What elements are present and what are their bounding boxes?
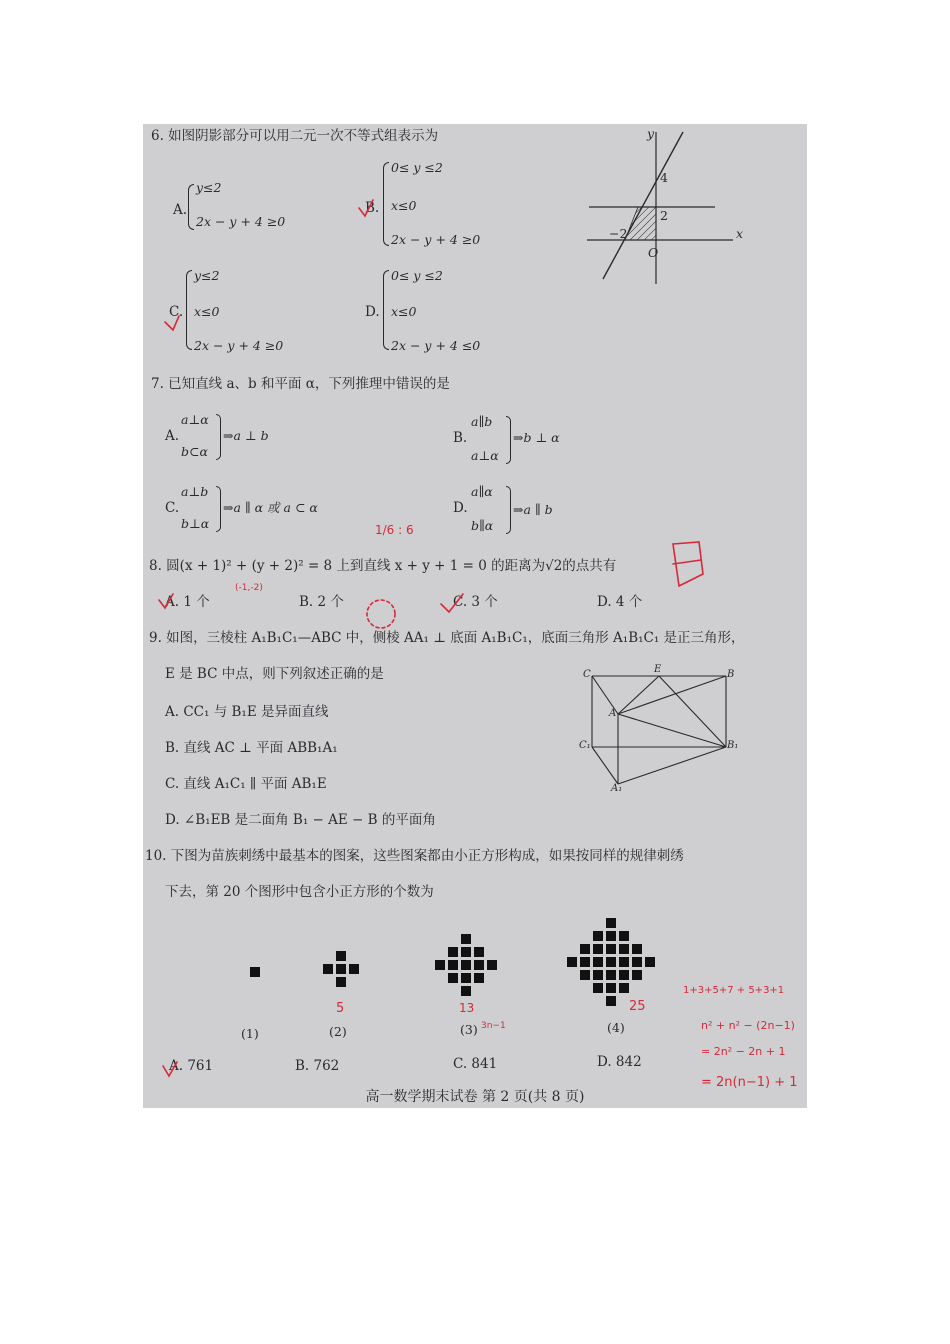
fig-label-b: B — [727, 669, 735, 680]
pattern-caption-3: (3) — [460, 1022, 478, 1037]
q6-option-a-label: A. — [173, 202, 188, 218]
q10-option-c: C. 841 — [453, 1056, 498, 1072]
q7-option-a-label: A. — [165, 428, 180, 444]
q7-b-premise1: a∥b — [471, 414, 493, 429]
check-mark-q6b — [359, 200, 373, 216]
doodle-q8 — [673, 542, 703, 586]
q8-option-b: B. 2 个 — [299, 594, 344, 610]
circle-sketch — [367, 600, 395, 628]
q7-option-b-label: B. — [453, 430, 468, 446]
q6-stem: 6. 如图阴影部分可以用二元一次不等式组表示为 — [151, 128, 439, 144]
hand-work-1: 1+3+5+7 + 5+3+1 — [683, 985, 785, 996]
q6-c-line3: 2x − y + 4 ≥0 — [194, 338, 284, 353]
handwritten-marks — [143, 124, 807, 1108]
q7-b-conclusion: ⇒b ⊥ α — [513, 430, 560, 445]
q7-a-premise2: b⊂α — [181, 444, 208, 459]
q6-a-line1: y≤2 — [196, 180, 222, 195]
q7-stem: 7. 已知直线 a、b 和平面 α，下列推理中错误的是 — [151, 376, 450, 392]
fig-label-a1: A₁ — [611, 783, 623, 794]
q8-option-d: D. 4 个 — [597, 594, 643, 610]
q6-option-d-label: D. — [365, 304, 380, 320]
q10-option-a: A. 761 — [169, 1058, 214, 1074]
pattern-caption-1: (1) — [241, 1026, 259, 1041]
q6-b-line3: 2x − y + 4 ≥0 — [391, 232, 481, 247]
q7-c-conclusion: ⇒a ∥ α 或 a ⊂ α — [223, 500, 318, 515]
hand-work-4: = 2n(n−1) + 1 — [701, 1075, 798, 1090]
q9-option-b: B. 直线 AC ⊥ 平面 ABB₁A₁ — [165, 740, 338, 756]
q6-a-line2: 2x − y + 4 ≥0 — [196, 214, 286, 229]
q6-d-line2: x≤0 — [391, 304, 417, 319]
check-mark-q8a — [159, 594, 173, 608]
fig-label-c1: C₁ — [579, 740, 591, 751]
pattern-caption-4: (4) — [607, 1020, 625, 1035]
q9-stem-line2: E 是 BC 中点，则下列叙述正确的是 — [165, 666, 384, 682]
q8-option-a: A. 1 个 — [165, 594, 210, 610]
check-mark-q10a — [163, 1062, 177, 1076]
q6-option-c-label: C. — [169, 304, 184, 320]
q7-d-premise1: a∥α — [471, 484, 493, 499]
graph-x-label: x — [736, 226, 744, 241]
hand-count-4: 25 — [629, 999, 646, 1014]
q9-option-d: D. ∠B₁EB 是二面角 B₁ − AE − B 的平面角 — [165, 812, 436, 828]
q7-a-conclusion: ⇒a ⊥ b — [223, 428, 269, 443]
hand-note-q3: 3n−1 — [481, 1021, 506, 1031]
q8-stem: 8. 圆(x + 1)² + (y + 2)² = 8 上到直线 x + y + 1 = 0 的距离为√2的点共有 — [149, 558, 617, 574]
q7-a-premise1: a⊥α — [181, 412, 209, 427]
graph-origin-label: O — [648, 245, 659, 260]
page-footer: 高一数学期末试卷 第 2 页(共 8 页) — [365, 1089, 585, 1105]
q6-option-b-label: B. — [365, 200, 380, 216]
graph-mark-2: 2 — [660, 208, 668, 223]
graph-mark-neg2: −2 — [609, 226, 628, 241]
hand-count-3: 13 — [459, 1001, 475, 1015]
q6-d-line3: 2x − y + 4 ≤0 — [391, 338, 481, 353]
q9-option-a: A. CC₁ 与 B₁E 是异面直线 — [165, 704, 329, 720]
q7-c-premise1: a⊥b — [181, 484, 209, 499]
q7-option-c-label: C. — [165, 500, 180, 516]
q6-c-line2: x≤0 — [194, 304, 220, 319]
q6-b-line2: x≤0 — [391, 198, 417, 213]
q7-d-conclusion: ⇒a ∥ b — [513, 502, 553, 517]
q6-b-line1: 0≤ y ≤2 — [391, 160, 443, 175]
q6-c-line1: y≤2 — [194, 268, 220, 283]
hand-work-3: = 2n² − 2n + 1 — [701, 1045, 786, 1058]
hand-note-circle: (-1,-2) — [235, 583, 263, 593]
q7-c-premise2: b⊥α — [181, 516, 210, 531]
fig-label-c: C — [583, 669, 591, 680]
q7-d-premise2: b∥α — [471, 518, 494, 533]
q9-option-c: C. 直线 A₁C₁ ∥ 平面 AB₁E — [165, 776, 327, 792]
fig-label-a: A — [609, 708, 617, 719]
check-mark-q8c — [441, 594, 463, 612]
fig-label-e: E — [654, 664, 662, 675]
graph-mark-4: 4 — [660, 170, 668, 185]
q8-option-c: C. 3 个 — [453, 594, 498, 610]
q10-stem-line2: 下去，第 20 个图形中包含小正方形的个数为 — [165, 884, 434, 900]
q9-stem-line1: 9. 如图，三棱柱 A₁B₁C₁—ABC 中，侧棱 AA₁ ⊥ 底面 A₁B₁C₁，底面三角形 A₁B₁C₁ 是正三角形， — [149, 630, 745, 646]
graph-y-label: y — [647, 126, 655, 141]
hand-note-q8: 1/6 : 6 — [375, 523, 414, 537]
q7-b-premise2: a⊥α — [471, 448, 499, 463]
hand-work-2: n² + n² − (2n−1) — [701, 1019, 795, 1032]
exam-page — [143, 124, 807, 1108]
hand-count-2: 5 — [336, 1001, 345, 1016]
fig-label-b1: B₁ — [727, 740, 739, 751]
q10-option-d: D. 842 — [597, 1054, 642, 1070]
q6-d-line1: 0≤ y ≤2 — [391, 268, 443, 283]
q10-option-b: B. 762 — [295, 1058, 340, 1074]
q10-stem-line1: 10. 下图为苗族刺绣中最基本的图案，这些图案都由小正方形构成，如果按同样的规律刺绣 — [145, 848, 684, 864]
q7-option-d-label: D. — [453, 500, 468, 516]
check-mark-q6c — [165, 316, 179, 330]
pattern-caption-2: (2) — [329, 1024, 347, 1039]
